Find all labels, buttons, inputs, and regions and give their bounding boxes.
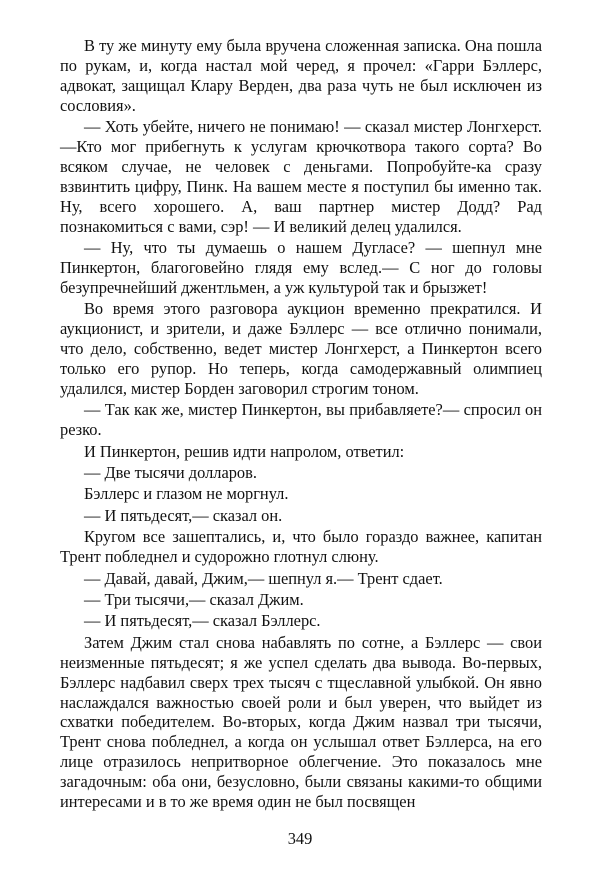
paragraph-whispering: Кругом все зашептались, и, что было гораздо важнее, капитан Трент побледнел и судорожно глотнул слюну. [60,527,542,567]
paragraph-bellairs-calm: Бэллерс и глазом не моргнул. [84,484,289,504]
paragraph-longhurst: — Хоть убейте, ничего не понимаю! — сказал мистер Лонгхерст. —Кто мог прибегнуть к услугам крючкотвора такого сорта? Во всяком случае, не человек с деньгами. Попробуйте-ка сразу взвинтить цифру, Пинк. На вашем месте я поступил бы именно так. Ну, всего хорошего. А, ваш партнер мистер Додд? Рад познакомиться с вами, сэр! — И великий делец удалился. [60,117,542,236]
book-page-text [60,36,542,813]
paragraph-auction-paused: Во время этого разговора аукцион временно прекратился. И аукционист, и зрители, и даже Бэллерс — все отлично понимали, что дело, собственно, ведет мистер Лонгхерст, а Пинкертон всего только его рупор. Но теперь, когда самодержавный олимпиец удалился, мистер Борден заговорил строгим тоном. [60,299,542,398]
paragraph-go-jim: — Давай, давай, Джим,— шепнул я.— Трент сдает. [84,568,443,588]
paragraph-three-thousand: — Три тысячи,— сказал Джим. [84,589,304,609]
paragraph-pinkerton-decides: И Пинкертон, решив идти напролом, ответил: [84,441,405,461]
paragraph-two-thousand: — Две тысячи долларов. [84,463,257,483]
paragraph-note: В ту же минуту ему была вручена сложенная записка. Она пошла по рукам, и, когда настал мой черед, я прочел: «Гарри Бэллерс, адвокат, защищал Клару Верден, два раза чуть не был исключен из сословия». [60,36,542,115]
paragraph-and-fifty-1: — И пятьдесят,— сказал он. [84,505,283,525]
paragraph-borden-question: — Так как же, мистер Пинкертон, вы прибавляете?— спросил он резко. [60,400,542,440]
paragraph-pinkerton-whisper: — Ну, что ты думаешь о нашем Дугласе? — шепнул мне Пинкертон, благоговейно глядя ему вслед.— С ног до головы безупречнейший джентльмен, а уж культурой так и брызжет! [60,238,542,297]
paragraph-and-fifty-2: — И пятьдесят,— сказал Бэллерс. [84,611,321,631]
paragraph-two-conclusions: Затем Джим стал снова набавлять по сотне, а Бэллерс — свои неизменные пятьдесят; я же успел сделать два вывода. Во-первых, Бэллерс надбавил сверх трех тысяч с тщеславной улыбкой. Он явно наслаждался важностью своей роли и был уверен, что выйдет из схватки победителем. Во-вторых, когда Джим назвал три тысячи, Трент снова побледнел, а когда он услышал ответ Бэллерса, на его лице отразилось непритворное облегчение. Это показалось мне загадочным: оба они, безусловно, были связаны какими-то общими интересами и в то же время один не был посвящен [60,632,542,812]
page-number: 349 [287,829,313,848]
